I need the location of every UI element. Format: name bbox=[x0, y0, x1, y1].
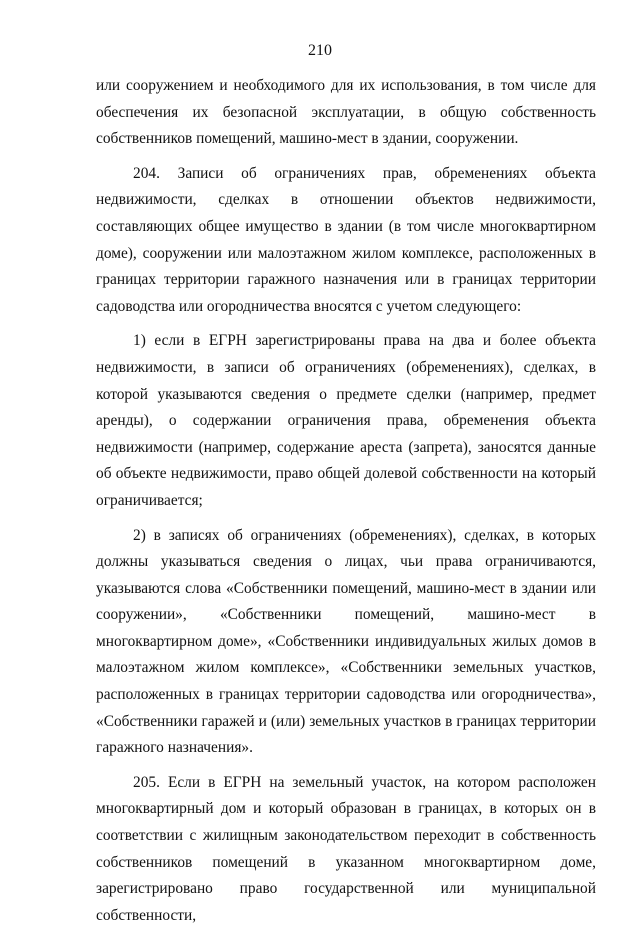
paragraph-204-item-2: 2) в записях об ограничениях (обременениях), сделках, в которых должны указываться сведения о лицах, чьи права ограничиваются, указываются слова «Собственники помещений, машино-мест в здании или сооружении», «Собственники помещений, машино-мест в многоквартирном доме», «Собственники индивидуальных жилых домов в малоэтажном жилом комплексе», «Собственники земельных участков, расположенных в границах территории садоводства или огородничества», «Собственники гаражей и (или) земельных участков в границах территории гаражного назначения». bbox=[96, 526, 596, 757]
paragraph-204-item-1: 1) если в ЕГРН зарегистрированы права на два и более объекта недвижимости, в записи об ограничениях (обременениях), сделках, в которой указываются сведения о предмете сделки (например, предмет аренды), о содержании ограничения права, обременения объекта недвижимости (например, содержание ареста (запрета), заносятся данные об объекте недвижимости, право общей долевой собственности на который ограничивается; bbox=[96, 332, 596, 509]
paragraph-204: 204. Записи об ограничениях прав, обременениях объекта недвижимости, сделках в отношении объектов недвижимости, составляющих общее имущество в здании (в том числе многоквартирном доме), сооружении или малоэтажном жилом комплексе, расположенных в границах территории гаражного назначения или в границах территории садоводства или огородничества вносятся с учетом следующего: bbox=[96, 164, 596, 315]
page-number: 210 bbox=[308, 42, 332, 59]
paragraph-continuation: или сооружением и необходимого для их использования, в том числе для обеспечения их безопасной эксплуатации, в общую собственность собственников помещений, машино-мест в здании, сооружении. bbox=[96, 77, 596, 148]
document-body bbox=[96, 73, 596, 937]
paragraph-205: 205. Если в ЕГРН на земельный участок, на котором расположен многоквартирный дом и который образован в границах, в которых он в соответствии с жилищным законодательством переходит в собственность собственников помещений в указанном многоквартирном доме, зарегистрировано право государственной или муниципальной собственности, bbox=[96, 773, 596, 924]
